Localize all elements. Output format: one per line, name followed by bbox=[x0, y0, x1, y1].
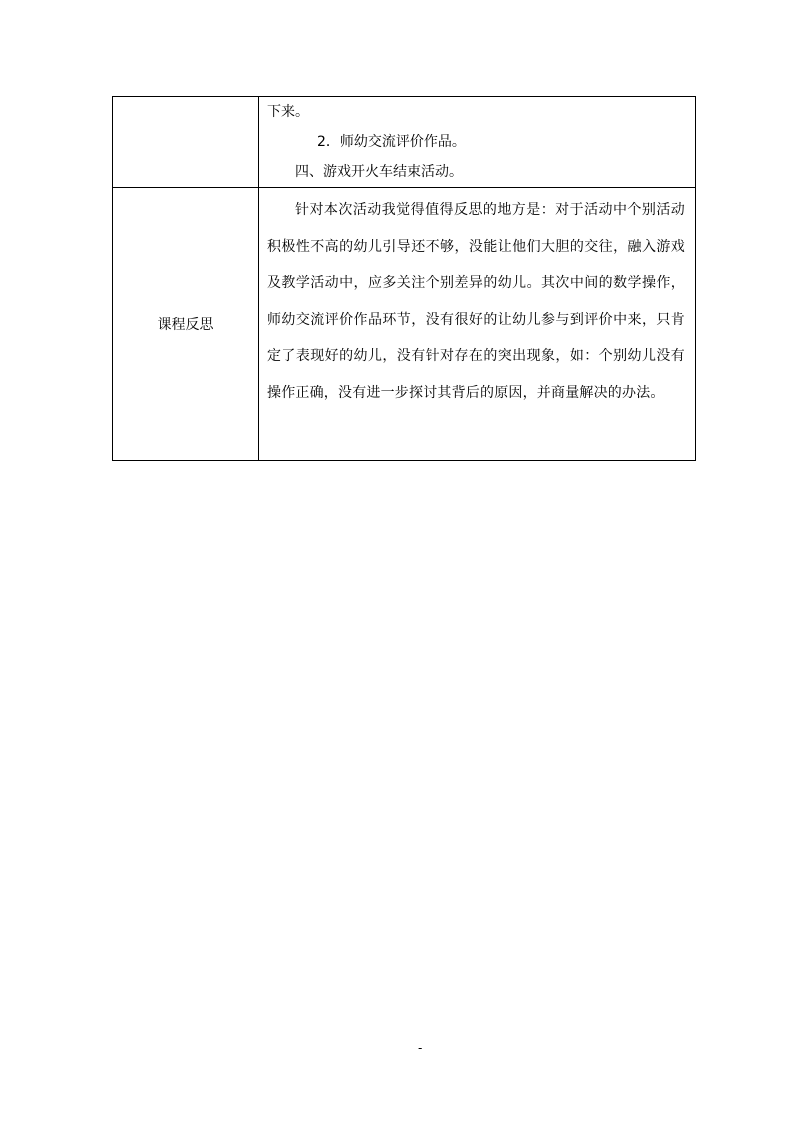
lesson-plan-table bbox=[112, 96, 696, 461]
course-reflection-text: 针对本次活动我觉得值得反思的地方是：对于活动中个别活动积极性不高的幼儿引导还不够，没能让他们大胆的交往，融入游戏及教学活动中，应多关注个别差异的幼儿。其次中间的数学操作，师幼交流评价作品环节，没有很好的让幼儿参与到评价中来，只肯定了表现好的幼儿，没有针对存在的突出现象，如：个别幼儿没有操作正确，没有进一步探讨其背后的原因，并商量解决的办法。 bbox=[267, 202, 685, 401]
table-row bbox=[113, 97, 696, 188]
step-evaluate-works: 2．师幼交流评价作品。 bbox=[317, 134, 466, 150]
table-row bbox=[113, 188, 696, 461]
step-train-game-ending: 四、游戏开火车结束活动。 bbox=[295, 164, 463, 180]
course-reflection-label: 课程反思 bbox=[113, 188, 259, 461]
row-label-empty bbox=[113, 97, 259, 188]
activity-steps-cell bbox=[259, 97, 696, 188]
course-reflection-cell bbox=[259, 188, 696, 461]
page-number-mark: - bbox=[418, 1041, 423, 1055]
continuation-line: 下来。 bbox=[267, 104, 309, 120]
